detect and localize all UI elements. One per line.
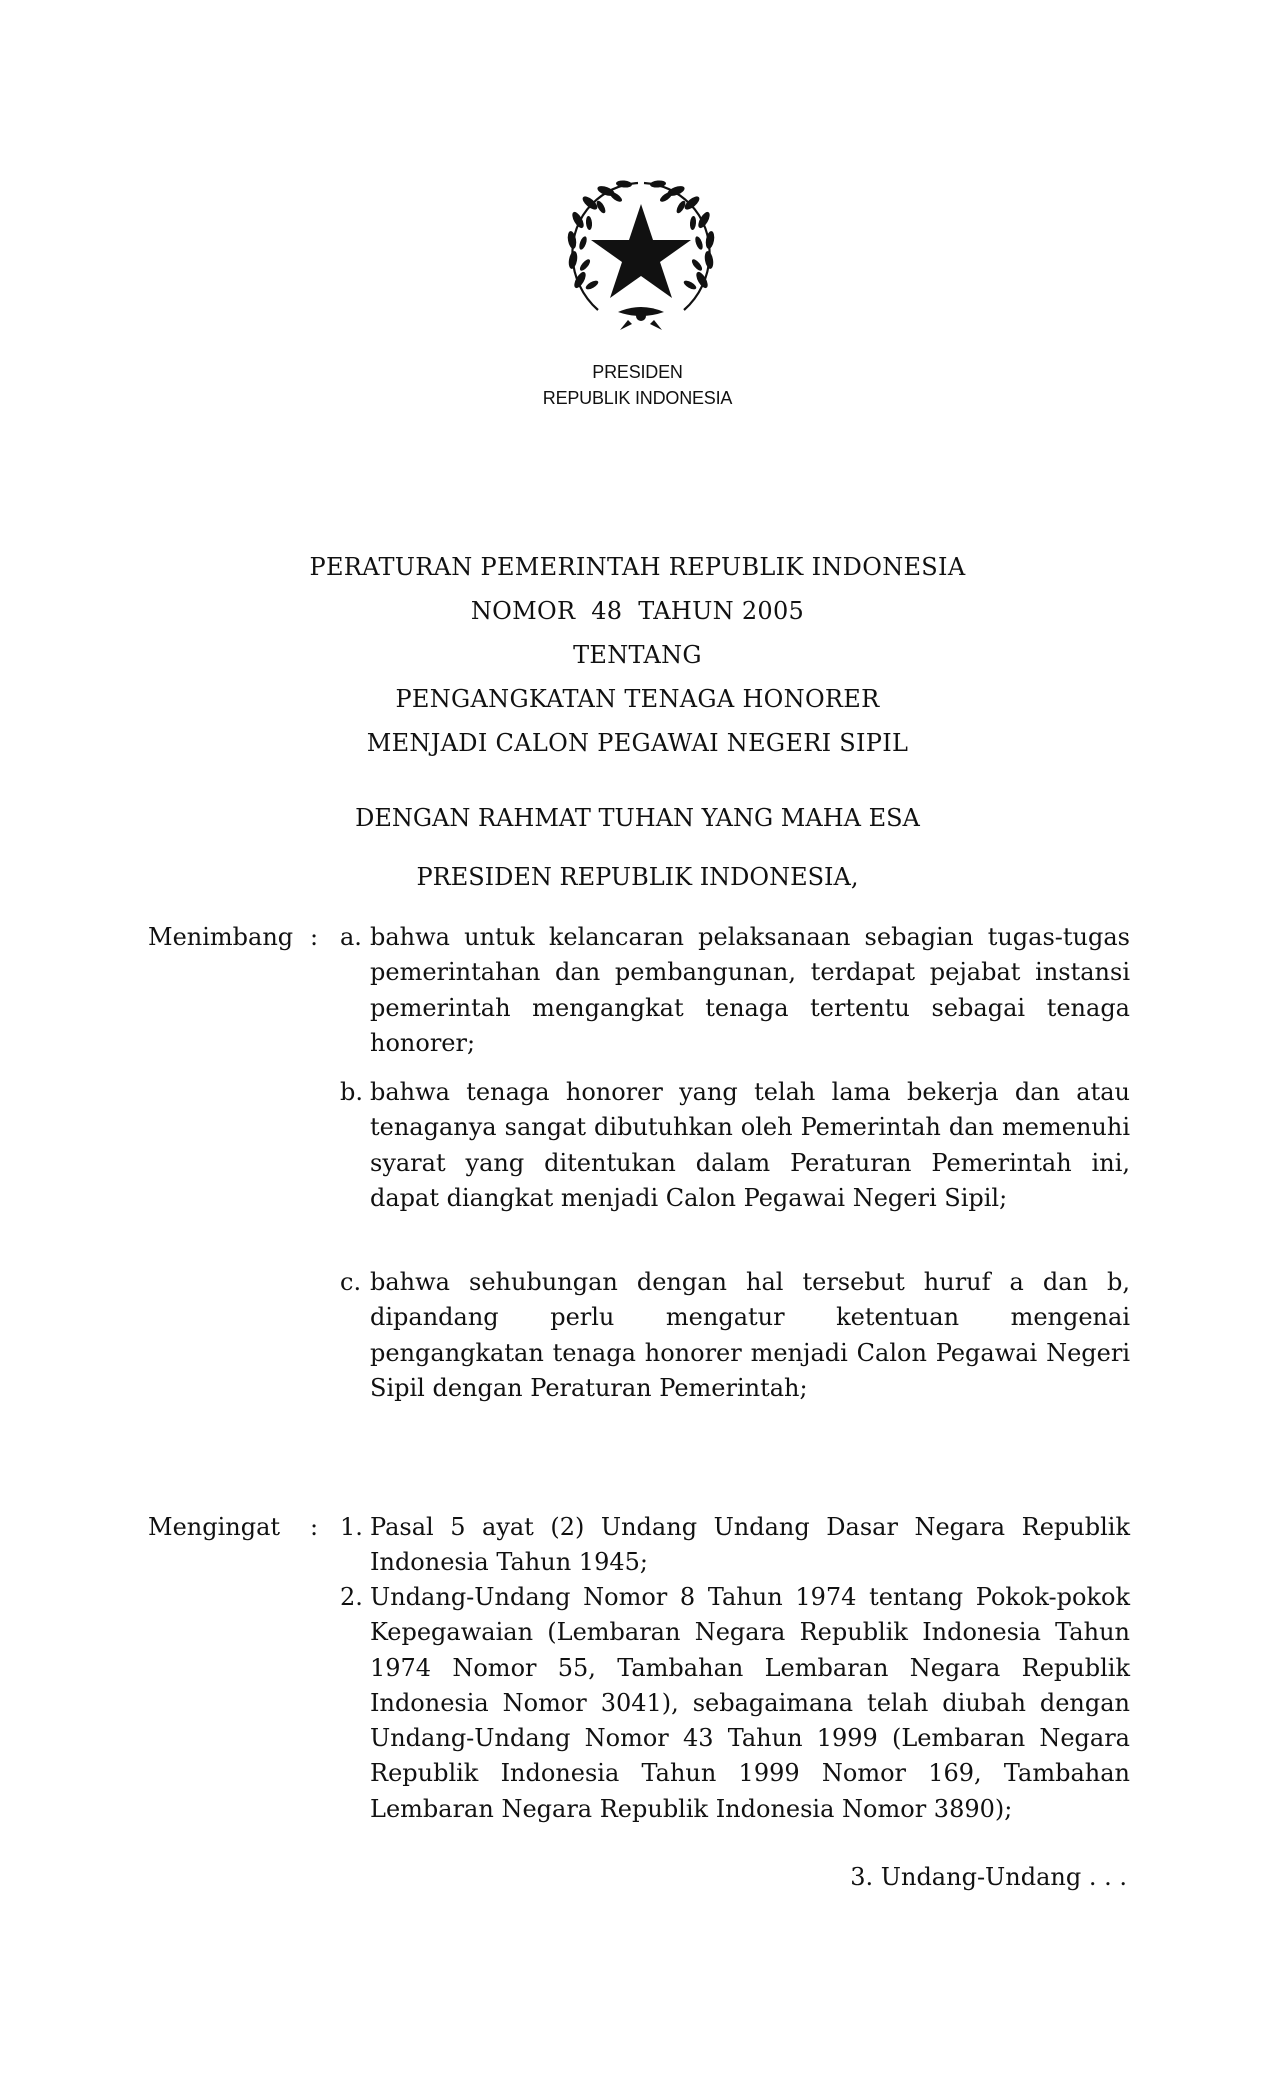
menimbang-marker-c: c. <box>340 1268 362 1296</box>
menimbang-item-b: bahwa tenaga honorer yang telah lama bekerja dan atau tenaganya sangat dibutuhkan oleh Pemerintah dan memenuhi syarat yang ditentukan dalam Peraturan Pemerintah ini, dapat diangkat menjadi Calon Pegawai Negeri Sipil; <box>370 1078 1130 1212</box>
mengingat-colon: : <box>310 1513 319 1541</box>
menimbang-item-c: bahwa sehubungan dengan hal tersebut huruf a dan b, dipandang perlu mengatur ketentuan mengenai pengangkatan tenaga honorer menjadi Calon Pegawai Negeri Sipil dengan Peraturan Pemerintah; <box>370 1268 1130 1402</box>
menimbang-item-a: bahwa untuk kelancaran pelaksanaan sebagian tugas-tugas pemerintahan dan pembangunan, terdapat pejabat instansi pemerintah mengangkat tenaga tertentu sebagai tenaga honorer; <box>370 923 1130 1057</box>
mengingat-item-2: Undang-Undang Nomor 8 Tahun 1974 tentang Pokok-pokok Kepegawaian (Lembaran Negara Republik Indonesia Tahun 1974 Nomor 55, Tambahan Lembaran Negara Republik Indonesia Nomor 3041), sebagaimana telah diubah dengan Undang-Undang Nomor 43 Tahun 1999 (Lembaran Negara Republik Indonesia Tahun 1999 Nomor 169, Tambahan Lembaran Negara Republik Indonesia Nomor 3890); <box>370 1583 1130 1823</box>
title-line-1: PERATURAN PEMERINTAH REPUBLIK INDONESIA <box>309 553 966 581</box>
issuer: PRESIDEN REPUBLIK INDONESIA, <box>416 863 859 891</box>
title-line-2: NOMOR 48 TAHUN 2005 <box>470 597 805 625</box>
office-line-presiden: PRESIDEN <box>592 362 683 382</box>
mengingat-label: Mengingat <box>148 1513 281 1541</box>
garuda-star-emblem-icon <box>558 170 724 336</box>
menimbang-label: Menimbang <box>148 923 294 951</box>
mengingat-marker-1: 1. <box>340 1513 363 1541</box>
office-line-republik: REPUBLIK INDONESIA <box>542 388 733 408</box>
menimbang-marker-b: b. <box>340 1078 363 1106</box>
mengingat-marker-2: 2. <box>340 1583 363 1611</box>
title-line-5: MENJADI CALON PEGAWAI NEGERI SIPIL <box>366 729 909 757</box>
title-line-4: PENGANGKATAN TENAGA HONORER <box>395 685 880 713</box>
invocation: DENGAN RAHMAT TUHAN YANG MAHA ESA <box>355 804 920 832</box>
regulation-title <box>0 545 1275 765</box>
page-catchword: 3. Undang-Undang . . . <box>850 1863 1127 1891</box>
emblem-graphic <box>558 170 724 336</box>
title-line-3: TENTANG <box>573 641 702 669</box>
menimbang-marker-a: a. <box>340 923 362 951</box>
mengingat-item-1: Pasal 5 ayat (2) Undang Undang Dasar Negara Republik Indonesia Tahun 1945; <box>370 1513 1130 1577</box>
menimbang-colon: : <box>310 923 319 951</box>
